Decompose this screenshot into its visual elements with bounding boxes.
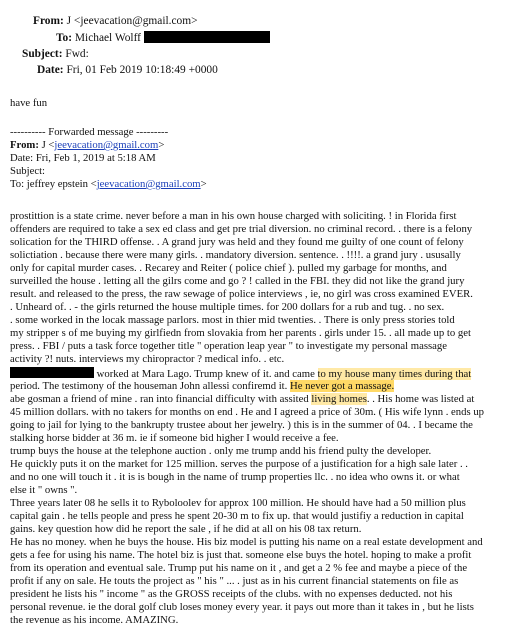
- forward-from-name: J <: [41, 139, 55, 151]
- body-line: He quickly puts it on the market for 125 million. serves the purpose of a justification for a high sale later . .: [10, 458, 468, 470]
- body-text-segment: worked at Mara Lago. Trump knew of it. and came: [94, 368, 318, 380]
- body-line-highlighted: [10, 367, 471, 381]
- redaction-bar: [144, 31, 270, 43]
- body-line: my stripper s of me buying my girlfiedn from slovakia from her parents . girls under 15. . all made up to get: [10, 327, 471, 339]
- forward-to-email-link[interactable]: jeevacation@gmail.com: [96, 178, 201, 190]
- header-date-row: [37, 63, 218, 77]
- body-line: 45 million dollars. with no takers for months on end . He and I agreed a price of 30m. ( His wife lynn . ends up: [10, 406, 485, 418]
- body-line: surveilled the house . letting all the gilrs come and go ? ! called in the FBI. they did not like the grand jury: [10, 275, 465, 287]
- body-line: from its operation and eventual sale. Trump put his name on it , and get a 2 % fee and maybe a piece of the: [10, 562, 468, 574]
- forward-from-label: From:: [10, 139, 39, 151]
- forward-subject-line: Subject:: [10, 165, 46, 177]
- body-line: activity ?! nuts. interviews my chiropractor ? medical info. . etc.: [10, 353, 285, 365]
- body-line-highlighted: [10, 393, 474, 406]
- forward-from-line: [10, 139, 164, 152]
- body-line: offenders are required to take a sex ed class and get pre trial diversion. no criminal record. . there is a felony: [10, 223, 473, 235]
- body-line: solictiation . because there were many girls. . mandatory diversion. sentence. . !!!!. a grand jury . ususally: [10, 249, 461, 261]
- greeting: have fun: [10, 97, 48, 109]
- body-line: going to jail for lying to the bankrupty trustee about her jewelry. ) this is in the summer of 04. . I became the: [10, 419, 473, 431]
- body-line: press. . FBI / puts a task force together title " operation leap year " to investigate my personal massage: [10, 340, 447, 352]
- body-text-segment: period. The testimony of the houseman John allessi confiremd it.: [10, 380, 290, 392]
- body-line: stalking horse bidder at 36 m. ie if someone bid higher I would receive a fee.: [10, 432, 339, 444]
- body-line: . Unheard of. . - the girls returned the house multiple times. for 200 dollars for a rub and tug. . no sex.: [10, 301, 445, 313]
- forward-to-prefix: To: jeffrey epstein <: [10, 178, 97, 190]
- highlight-segment: He never got a massage.: [290, 380, 395, 392]
- header-subject-row: [22, 47, 89, 61]
- header-from-label: From:: [33, 15, 64, 27]
- body-line: profit if any on sale. He touts the project as " his " ... . just as in his current financial statements on file as: [10, 575, 459, 587]
- forward-divider: ---------- Forwarded message ---------: [10, 126, 169, 138]
- body-line: Three years later 08 he sells it to Ryboloolev for approx 100 million. He should have had a 50 million plus: [10, 497, 466, 509]
- body-line: only for capital murder cases. . Recarey and Reiter ( police chief ). pulled my garbage for months, and: [10, 262, 447, 274]
- header-to-value: Michael Wolff: [74, 32, 141, 44]
- header-date-value: Fri, 01 Feb 2019 10:18:49 +0000: [66, 64, 218, 76]
- body-line: else it " owns ".: [10, 484, 78, 496]
- highlight-segment: living homes: [311, 393, 367, 405]
- body-line: gains. key question how did he report the sale , if he did at all on his 08 tax return.: [10, 523, 362, 535]
- body-line: and no one will touch it . it is is bough in the name of trump properties llc. . no idea who owns it. or what: [10, 471, 460, 483]
- header-subject-value: Fwd:: [65, 48, 89, 60]
- body-line: personal revenue. ie the doral golf club loses money every year. it pays out more than it takes in , but he lists: [10, 601, 474, 613]
- header-date-label: Date:: [37, 64, 64, 76]
- body-text-segment: abe gosman a friend of mine . ran into financial difficulty with assited: [10, 393, 312, 405]
- header-subject-label: Subject:: [22, 48, 63, 60]
- highlight-segment: to my house many times during that: [317, 368, 472, 380]
- body-text-segment: . . His home was listed at: [366, 393, 475, 405]
- body-line: president he lists his " income " as the GROSS receipts of the clubs. with no expenses deducted. not his: [10, 588, 453, 600]
- header-from-row: [33, 14, 198, 28]
- body-line: capital gain . he tells people and press he spent 20-30 m to fix up. that would justifiy a reduction in capital: [10, 510, 464, 522]
- forward-from-email-link[interactable]: jeevacation@gmail.com: [54, 139, 159, 151]
- body-line: solication for the THIRD offense. . A grand jury was held and they found me guilty of one count of felony: [10, 236, 464, 248]
- forward-date-line: Date: Fri, Feb 1, 2019 at 5:18 AM: [10, 152, 156, 164]
- body-line: trump buys the house at the telephone auction . only me trump andd his friend pulty the developer.: [10, 445, 432, 457]
- body-line-highlighted: [10, 380, 394, 393]
- body-line: . some worked in the locak massage parlors. most in thier mid twenties. . There is only press stories told: [10, 314, 455, 326]
- header-to-row: [56, 31, 270, 45]
- forward-to-close: >: [200, 178, 207, 190]
- forward-to-line: [10, 178, 207, 191]
- forward-from-close: >: [158, 139, 165, 151]
- body-line: the revenue as his income. AMAZING.: [10, 614, 179, 626]
- redaction-bar: [10, 367, 94, 378]
- body-line: prostittion is a state crime. never before a man in his own house charged with soliciting. ! in Florida first: [10, 210, 457, 222]
- body-line: result. and released to the press, the raw sewage of police interviews , ie, no girl was cross examined EVER.: [10, 288, 473, 300]
- header-to-label: To:: [56, 32, 73, 44]
- body-line: gets a fee for using his name. The hotel biz is just that. someone else buys the hotel. hoping to make a profit: [10, 549, 472, 561]
- body-line: He has no money. when he buys the house. His biz model is putting his name on a real estate development and: [10, 536, 483, 548]
- header-from-value: J <jeevacation@gmail.com>: [66, 15, 198, 27]
